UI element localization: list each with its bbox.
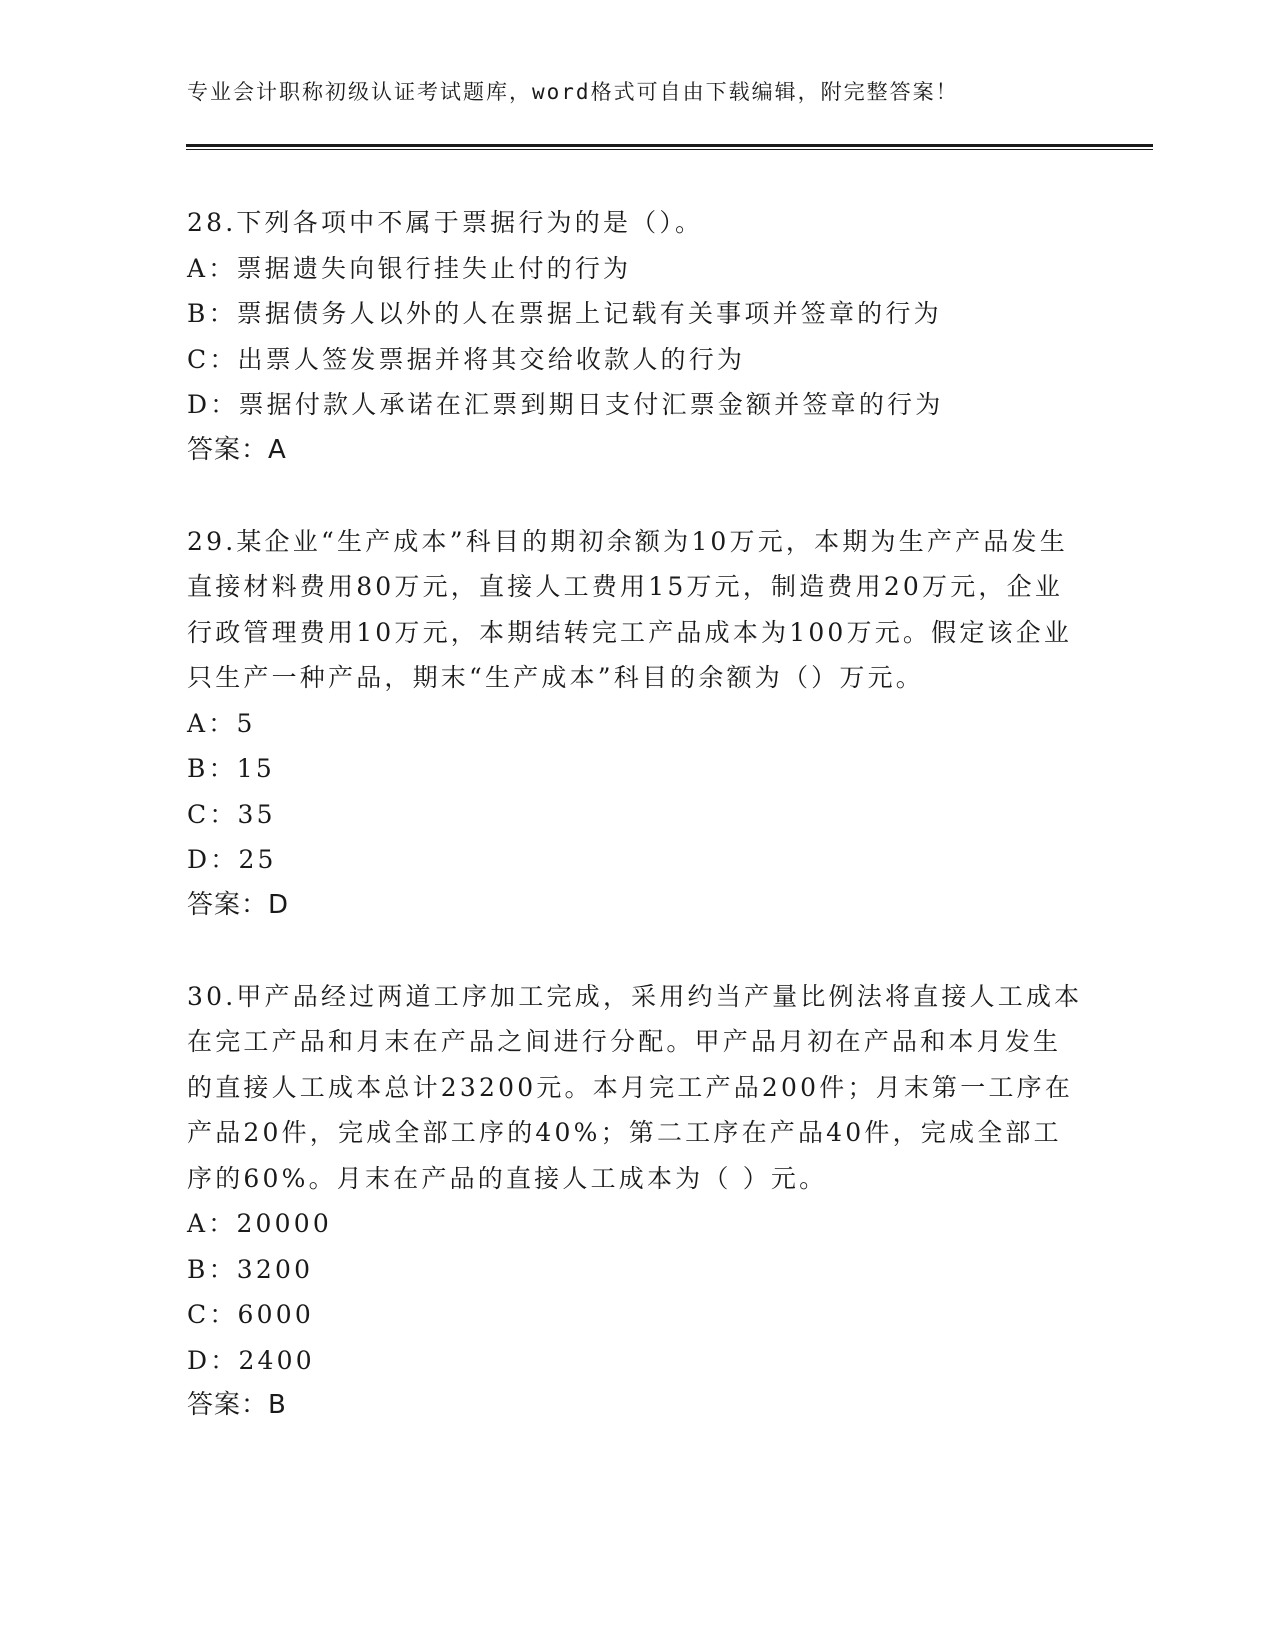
answer-label: 答案：A — [187, 434, 287, 465]
option-a: A：20000 — [187, 1209, 332, 1238]
option-c: C：6000 — [187, 1300, 314, 1329]
option-a: A：5 — [187, 708, 256, 738]
question-stem: 30.甲产品经过两道工序加工完成，采用约当产量比例法将直接人工成本在完工产品和月末在产品之间进行分配。甲产品月初在产品和本月发生的直接人工成本总计23200元。本月完工产品200件；月末第一工序在产品20件，完成全部工序的40%；第二工序在产品40件，完成全部工序的60%。月末在产品的直接人工成本为（ ）元。 — [187, 981, 1083, 1193]
option-b: B：15 — [187, 754, 275, 783]
answer-label: 答案：D — [187, 889, 290, 920]
page-header-title: 专业会计职称初级认证考试题库，word格式可自由下载编辑，附完整答案！ — [187, 80, 959, 104]
option-d: D：25 — [187, 845, 277, 874]
option-d: D：票据付款人承诺在汇票到期日支付汇票金额并签章的行为 — [187, 390, 944, 419]
question-item — [187, 519, 1087, 928]
question-stem: 28.下列各项中不属于票据行为的是（）。 — [187, 208, 704, 237]
question-item — [187, 200, 1087, 473]
option-b: B：3200 — [187, 1254, 314, 1284]
option-c: C：出票人签发票据并将其交给收款人的行为 — [187, 344, 746, 374]
option-c: C：35 — [187, 799, 276, 829]
option-a: A：票据遗失向银行挂失止付的行为 — [187, 253, 632, 283]
question-list — [187, 200, 1087, 1474]
option-b: B：票据债务人以外的人在票据上记载有关事项并签章的行为 — [187, 299, 942, 328]
option-d: D：2400 — [187, 1345, 315, 1375]
question-stem: 29.某企业“生产成本”科目的期初余额为10万元，本期为生产产品发生直接材料费用80万元，直接人工费用15万元，制造费用20万元，企业行政管理费用10万元，本期结转完工产品成本为100万元。假定该企业只生产一种产品，期末“生产成本”科目的余额为（）万元。 — [187, 526, 1073, 692]
header-divider — [186, 144, 1153, 150]
question-item — [187, 974, 1087, 1429]
answer-label: 答案：B — [187, 1390, 287, 1420]
